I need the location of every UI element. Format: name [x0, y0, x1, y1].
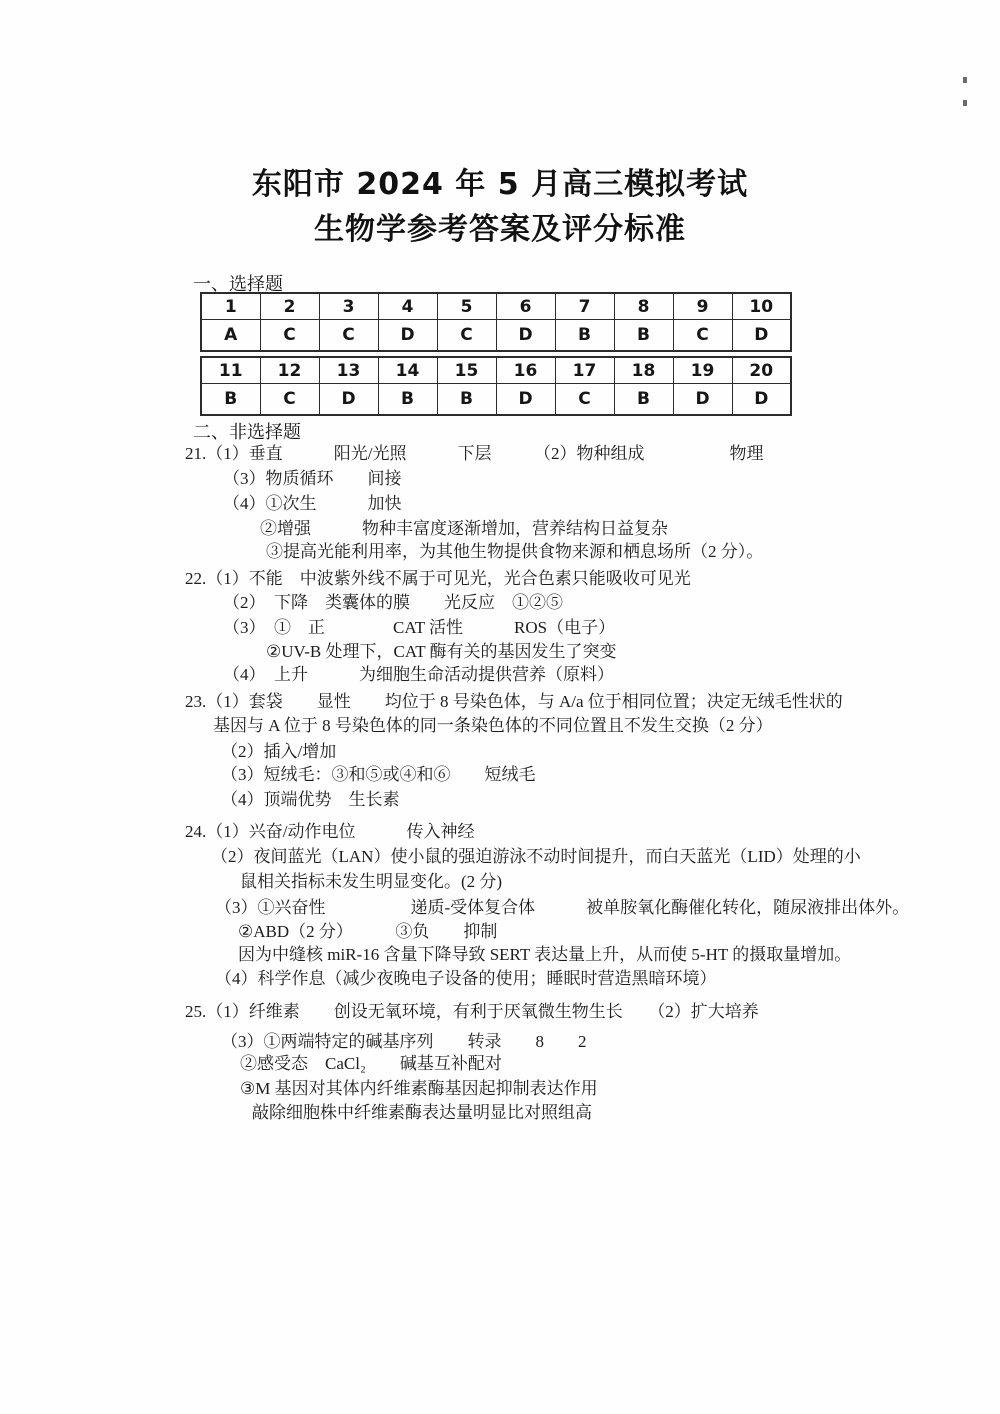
table-cell: D: [732, 320, 791, 352]
answer-line-23-3: （2）插入/增加: [221, 742, 337, 761]
answer-line-21-4: ②增强 物种丰富度逐渐增加，营养结构日益复杂: [260, 519, 668, 538]
answer-line-22-2: （2） 下降 类囊体的膜 光反应 ①②⑤: [223, 593, 563, 612]
answer-line-25-2: （3）①两端特定的碱基序列 转录 8 2: [221, 1032, 587, 1051]
answer-line-24-7: （4）科学作息（减少夜晚电子设备的使用；睡眠时营造黑暗环境）: [215, 969, 717, 988]
table-cell: D: [496, 384, 555, 416]
answer-line-21-2: （3）物质循环 间接: [223, 469, 402, 488]
answer-line-22-4: ②UV-B 处理下，CAT 酶有关的基因发生了突变: [266, 642, 617, 661]
table-cell: 6: [496, 293, 555, 320]
table-cell: C: [673, 320, 732, 352]
table-cell: 12: [260, 357, 319, 384]
answer-letter-row: [201, 384, 791, 416]
table-cell: B: [614, 320, 673, 352]
answer-line-24-4: （3）①兴奋性 递质-受体复合体 被单胺氧化酶催化转化，随尿液排出体外。: [215, 898, 910, 917]
answer-line-25-5: 敲除细胞株中纤维素酶表达量明显比对照组高: [252, 1103, 592, 1122]
table-cell: D: [496, 320, 555, 352]
answer-line-24-3: 鼠相关指标未发生明显变化。(2 分): [240, 872, 503, 891]
answer-letter-row: [201, 320, 791, 352]
table-cell: 16: [496, 357, 555, 384]
table-cell: B: [437, 384, 496, 416]
table-cell: 2: [260, 293, 319, 320]
scan-artifact-speck: [963, 100, 967, 106]
answer-line-22-3: （3） ① 正 CAT 活性 ROS（电子）: [223, 618, 616, 637]
table-cell: 4: [378, 293, 437, 320]
answer-line-21-1: 21.（1）垂直 阳光/光照 下层 （2）物种组成 物理: [185, 444, 764, 463]
document-title-line2: 生物学参考答案及评分标准: [314, 212, 686, 247]
answer-line-22-1: 22.（1）不能 中波紫外线不属于可见光，光合色素只能吸收可见光: [185, 569, 691, 588]
answer-line-23-2: 基因与 A 位于 8 号染色体的同一条染色体的不同位置且不发生交换（2 分）: [213, 716, 773, 735]
table-cell: 1: [201, 293, 260, 320]
table-cell: 19: [673, 357, 732, 384]
document-title-line1: 东阳市 2024 年 5 月高三模拟考试: [251, 167, 749, 202]
table-cell: D: [673, 384, 732, 416]
answer-line-25-3: ②感受态 CaCl₂ 碱基互补配对: [240, 1054, 502, 1073]
table-cell: D: [378, 320, 437, 352]
table-cell: 7: [555, 293, 614, 320]
answer-line-25-4: ③M 基因对其体内纤维素酶基因起抑制表达作用: [240, 1079, 598, 1098]
table-cell: A: [201, 320, 260, 352]
answer-line-24-1: 24.（1）兴奋/动作电位 传入神经: [185, 822, 475, 841]
question-number-row: [201, 293, 791, 320]
scan-artifact-speck: [963, 77, 967, 83]
answer-line-23-1: 23.（1）套袋 显性 均位于 8 号染色体，与 A/a 位于相同位置；决定无绒毛性状的: [185, 692, 843, 711]
answer-line-23-4: （3）短绒毛：③和⑤或④和⑥ 短绒毛: [221, 765, 536, 784]
table-cell: 15: [437, 357, 496, 384]
section-heading-non-choice: 二、非选择题: [193, 422, 301, 442]
section-heading-choice: 一、选择题: [193, 274, 283, 294]
answer-line-24-2: （2）夜间蓝光（LAN）使小鼠的强迫游泳不动时间提升，而白天蓝光（LID）处理的小: [211, 847, 861, 866]
question-number-row: [201, 357, 791, 384]
table-cell: 17: [555, 357, 614, 384]
choice-answer-table-2: [200, 356, 792, 416]
table-cell: C: [260, 384, 319, 416]
answer-line-24-6: 因为中缝核 miR-16 含量下降导致 SERT 表达量上升，从而使 5-HT 的摄取量增加。: [238, 945, 852, 964]
table-cell: C: [437, 320, 496, 352]
table-cell: C: [319, 320, 378, 352]
table-cell: D: [732, 384, 791, 416]
answer-line-23-5: （4）顶端优势 生长素: [221, 790, 400, 809]
table-cell: 9: [673, 293, 732, 320]
table-cell: B: [614, 384, 673, 416]
table-cell: 14: [378, 357, 437, 384]
answer-line-21-3: （4）①次生 加快: [223, 494, 402, 513]
answer-line-22-5: （4） 上升 为细胞生命活动提供营养（原料）: [223, 665, 614, 684]
choice-answer-table-1: [200, 292, 792, 352]
table-cell: B: [201, 384, 260, 416]
table-cell: B: [555, 320, 614, 352]
table-cell: 13: [319, 357, 378, 384]
table-cell: 8: [614, 293, 673, 320]
table-cell: 3: [319, 293, 378, 320]
choice-answer-tables: [200, 292, 792, 416]
table-cell: C: [555, 384, 614, 416]
table-cell: B: [378, 384, 437, 416]
answer-line-25-1: 25.（1）纤维素 创设无氧环境，有利于厌氧微生物生长 （2）扩大培养: [185, 1002, 759, 1021]
table-cell: 20: [732, 357, 791, 384]
table-cell: 18: [614, 357, 673, 384]
answer-line-21-5: ③提高光能利用率，为其他生物提供食物来源和栖息场所（2 分）。: [266, 542, 764, 561]
answer-line-24-5: ②ABD（2 分） ③负 抑制: [238, 922, 498, 941]
table-cell: C: [260, 320, 319, 352]
table-cell: 10: [732, 293, 791, 320]
table-cell: 11: [201, 357, 260, 384]
table-cell: 5: [437, 293, 496, 320]
table-cell: D: [319, 384, 378, 416]
